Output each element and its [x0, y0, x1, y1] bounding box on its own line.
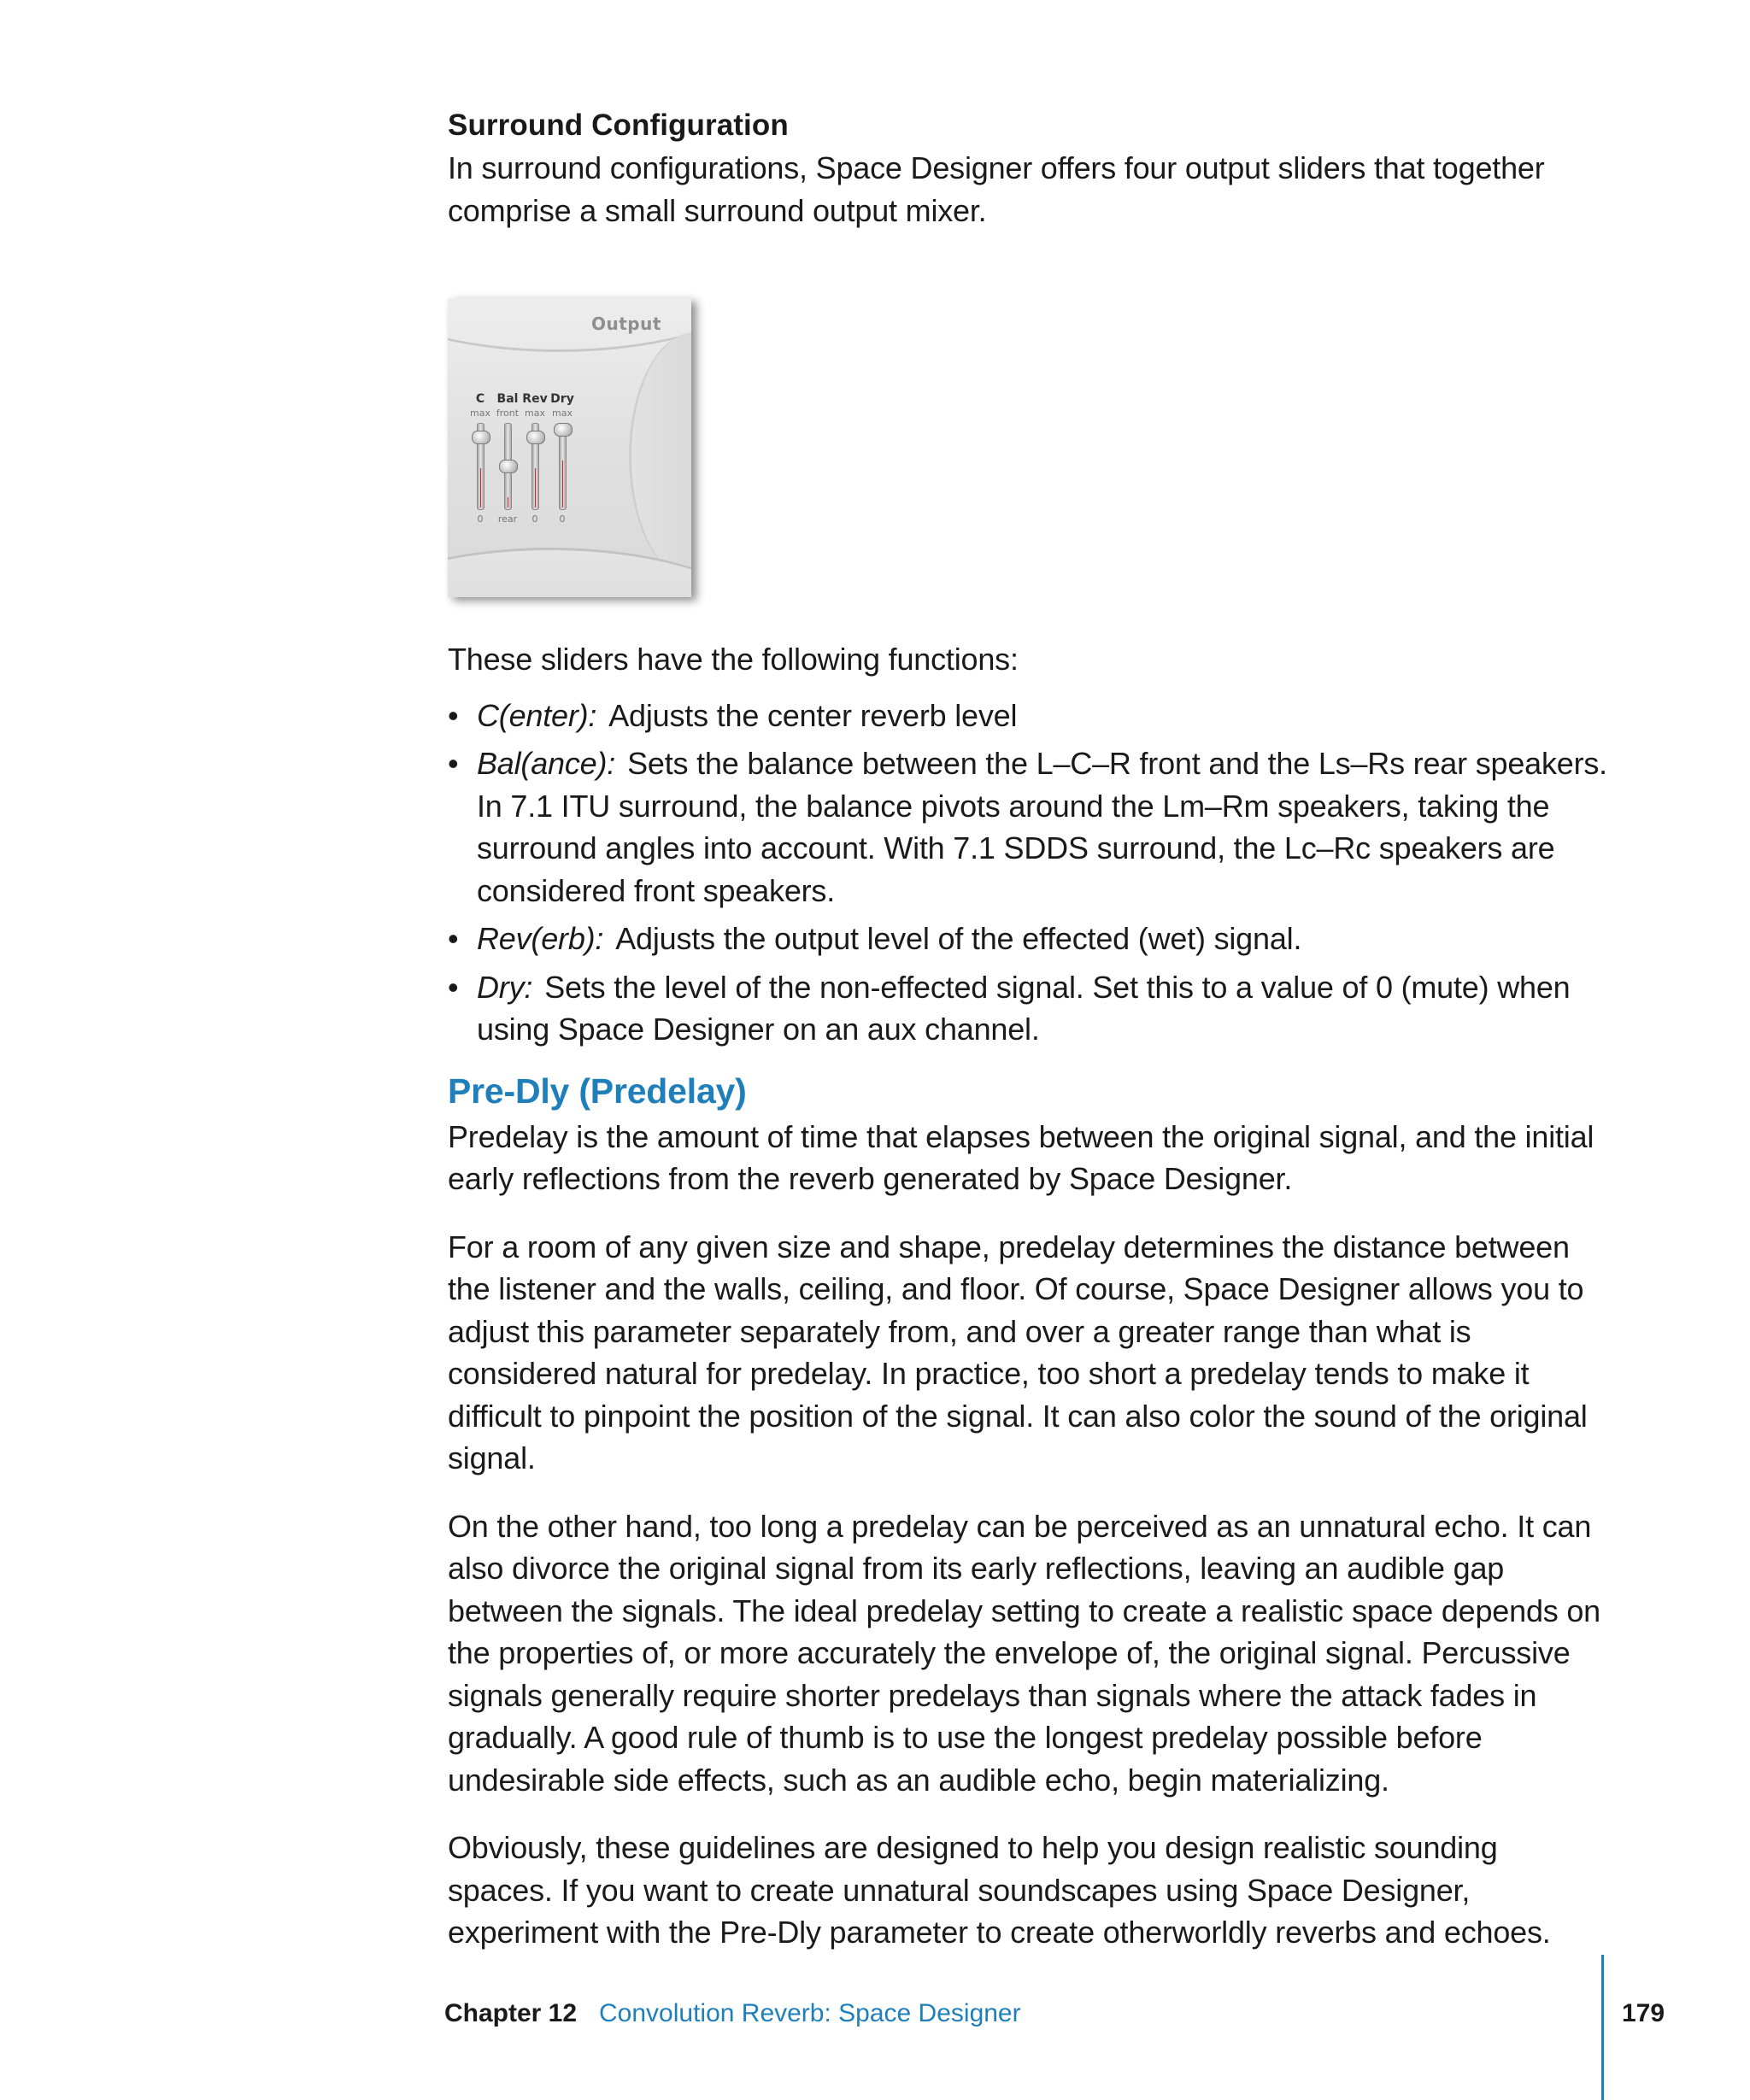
- list-item: [448, 966, 1610, 1051]
- footer-chapter-title: Convolution Reverb: Space Designer: [599, 1999, 1021, 2027]
- slider-top-label: max: [552, 408, 573, 419]
- slider-level-fill: [562, 460, 563, 507]
- slider-bottom-label: 0: [477, 513, 484, 525]
- list-item-text: Adjusts the center reverb level: [608, 697, 1018, 733]
- slider-top-label: max: [525, 408, 545, 419]
- slider-knob[interactable]: [526, 431, 545, 444]
- list-item-term: Bal(ance):: [477, 746, 616, 781]
- list-item-text: Adjusts the output level of the effected (wet) signal.: [615, 921, 1302, 956]
- panel-rim-right: [629, 332, 691, 580]
- body-paragraph: Obviously, these guidelines are designed to help you design realistic sounding spaces. If you want to create unnatural soundscapes using Space Designer, experiment with the Pre-Dly parameter to create otherworldly reverbs and echoes.: [448, 1830, 1551, 1950]
- output-panel-figure: [448, 298, 691, 597]
- list-item-text: Sets the balance between the L–C–R front and the Ls–Rs rear speakers. In 7.1 ITU surround, the balance pivots around the Lm–Rm speakers, taking the surround angles into account. With 7.1 SDDS surround, the Lc–Rc speakers are considered front speakers.: [477, 746, 1607, 908]
- body-paragraph: For a room of any given size and shape, predelay determines the distance between the listener and the walls, ceiling, and floor. Of course, Space Designer allows you to adjust this parameter separately from, and over a greater range than what is considered natural for predelay. In practice, too short a predelay tends to make it difficult to pinpoint the position of the signal. It can also color the sound of the original signal.: [448, 1229, 1588, 1475]
- slider-bottom-label: rear: [497, 513, 518, 525]
- functions-intro: These sliders have the following functions:: [448, 642, 1019, 677]
- functions-list: [448, 695, 1610, 1051]
- list-item-term: Dry:: [477, 969, 533, 1005]
- list-item-term: C(enter):: [477, 697, 597, 733]
- body-paragraph: Predelay is the amount of time that elapses between the original signal, and the initial early reflections from the reverb generated by Space Designer.: [448, 1118, 1594, 1196]
- page-content: [448, 104, 1610, 1954]
- output-panel-title: Output: [591, 314, 661, 334]
- slider-top-label: max: [470, 408, 490, 419]
- section-heading: Pre-Dly (Predelay): [448, 1071, 747, 1111]
- slider-knob[interactable]: [554, 423, 573, 437]
- slider-knob[interactable]: [472, 431, 490, 444]
- subheading: Surround Configuration: [448, 109, 789, 142]
- slider-top-label: front: [496, 408, 520, 419]
- page-number: 179: [1622, 1999, 1665, 2027]
- slider-name: Rev: [522, 392, 548, 406]
- slider-name: Dry: [550, 392, 574, 406]
- slider-dry[interactable]: [545, 392, 579, 597]
- slider-name: C: [475, 392, 485, 406]
- list-item-term: Rev(erb):: [477, 921, 604, 956]
- slider-bottom-label: 0: [531, 513, 538, 525]
- slider-knob[interactable]: [499, 460, 518, 473]
- body-paragraph: On the other hand, too long a predelay can be perceived as an unnatural echo. It can also divorce the original signal from its early reflections, leaving an audible gap between the signals. The ideal predelay setting to create a realistic space depends on the properties of, or more accurately the envelope of, the original signal. Percussive signals generally require shorter predelays than signals where the attack fades in gradually. A good rule of thumb is to use the longest predelay possible before undesirable side effects, such as an audible echo, begin materializing.: [448, 1508, 1601, 1798]
- slider-name: Bal: [496, 392, 519, 406]
- intro-paragraph: In surround configurations, Space Designer offers four output sliders that together comprise a small surround output mixer.: [448, 150, 1545, 228]
- list-item-text: Sets the level of the non-effected signal. Set this to a value of 0 (mute) when using Space Designer on an aux channel.: [477, 969, 1571, 1047]
- slider-bottom-label: 0: [559, 513, 566, 525]
- footer-chapter: Chapter 12: [444, 1999, 578, 2027]
- slider-level-fill: [535, 468, 536, 507]
- list-item: [448, 695, 1610, 737]
- list-item: [448, 918, 1610, 960]
- footer-divider: [1601, 1955, 1604, 2100]
- slider-level-fill: [480, 468, 481, 507]
- list-item: [448, 742, 1610, 912]
